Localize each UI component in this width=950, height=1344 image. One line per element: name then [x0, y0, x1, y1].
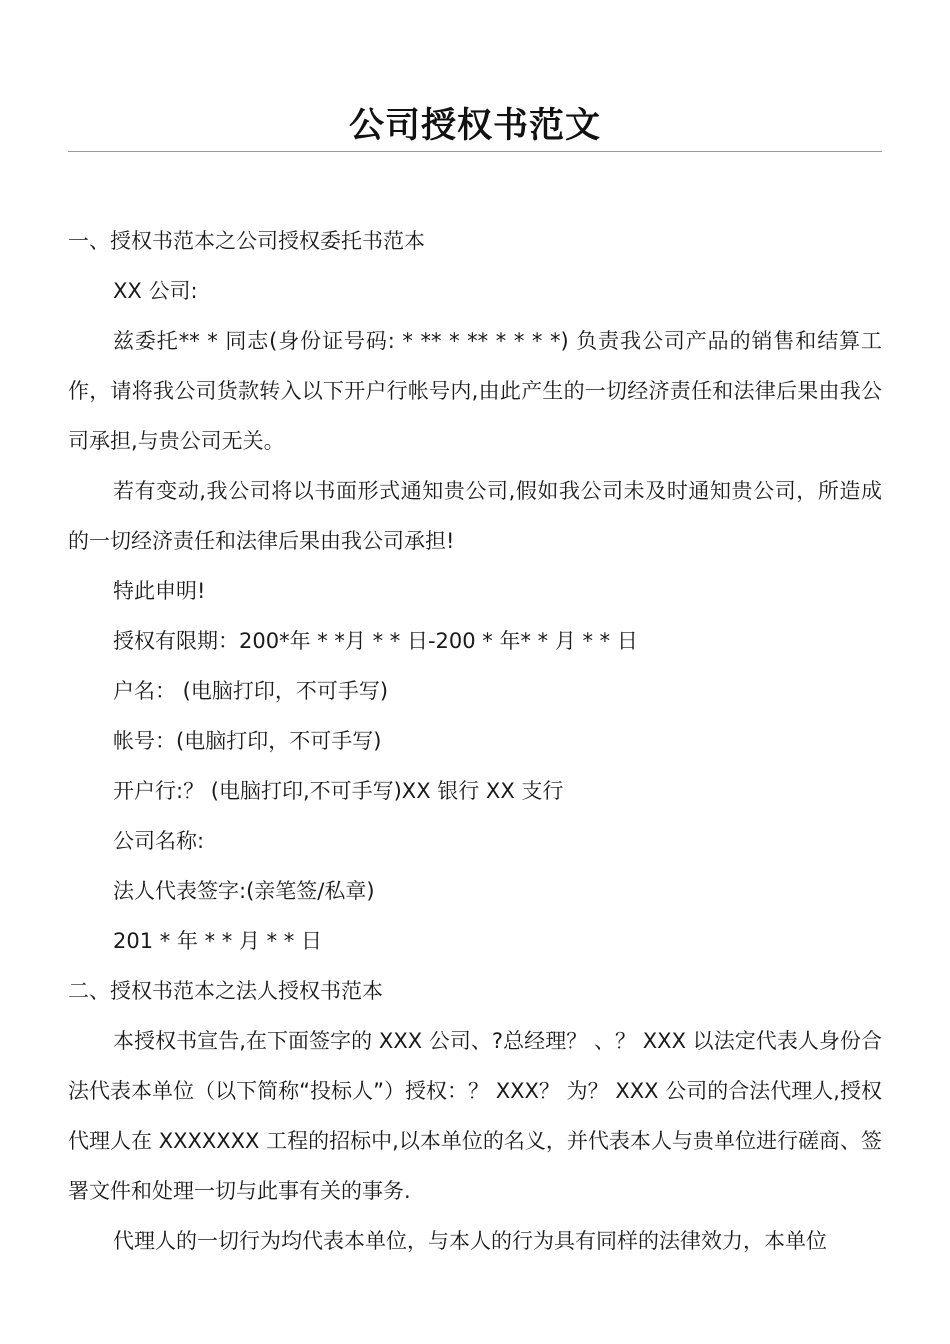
- section-heading-1: 一、授权书范本之公司授权委托书范本: [68, 229, 425, 253]
- paragraph-authorization: 本授权书宣告,在下面签字的 XXX 公司、?总经理？ 、？ XXX 以法定代表人身份合法代表本单位（以下简称“投标人”）授权：？ XXX？ 为？ XXX 公司的合法代理人,授权代理人在 XXXXXXX 工程的招标中,以本单位的名义，并代表本人与贵单位进行磋商、签署文件和处理一切与此事有关的事务.: [68, 1029, 882, 1203]
- document-body: [68, 216, 882, 1266]
- opening-bank: 开户行:？ (电脑打印,不可手写)XX 银行 XX 支行: [113, 779, 564, 803]
- document-title: 公司授权书范文: [348, 106, 601, 146]
- paragraph-changes: 若有变动,我公司将以书面形式通知贵公司,假如我公司未及时通知贵公司，所造成的一切经济责任和法律后果由我公司承担!: [68, 479, 882, 553]
- company-name: 公司名称:: [113, 829, 205, 853]
- section-heading-2: 二、授权书范本之法人授权书范本: [68, 979, 383, 1003]
- addressee: XX 公司:: [113, 279, 198, 303]
- paragraph-agent-acts: 代理人的一切行为均代表本单位，与本人的行为具有同样的法律效力，本单位: [113, 1229, 827, 1253]
- account-number: 帐号：(电脑打印，不可手写): [113, 729, 382, 753]
- title-divider: [68, 151, 882, 152]
- validity-period: 授权有限期：200*年 * *月 * * 日-200 * 年* * 月 * * 日: [113, 629, 638, 653]
- legal-representative-signature: 法人代表签字:(亲笔签/私章): [113, 879, 375, 903]
- signature-date: 201 * 年 * * 月 * * 日: [113, 929, 322, 953]
- paragraph-entrust: 兹委托** * 同志(身份证号码: * ** * ** * * * *) 负责我公司产品的销售和结算工作，请将我公司货款转入以下开户行帐号内,由此产生的一切经济责任和法律后果由我公司承担,与贵公司无关。: [68, 329, 882, 453]
- account-name: 户名： (电脑打印，不可手写): [113, 679, 389, 703]
- declaration: 特此申明!: [113, 579, 206, 603]
